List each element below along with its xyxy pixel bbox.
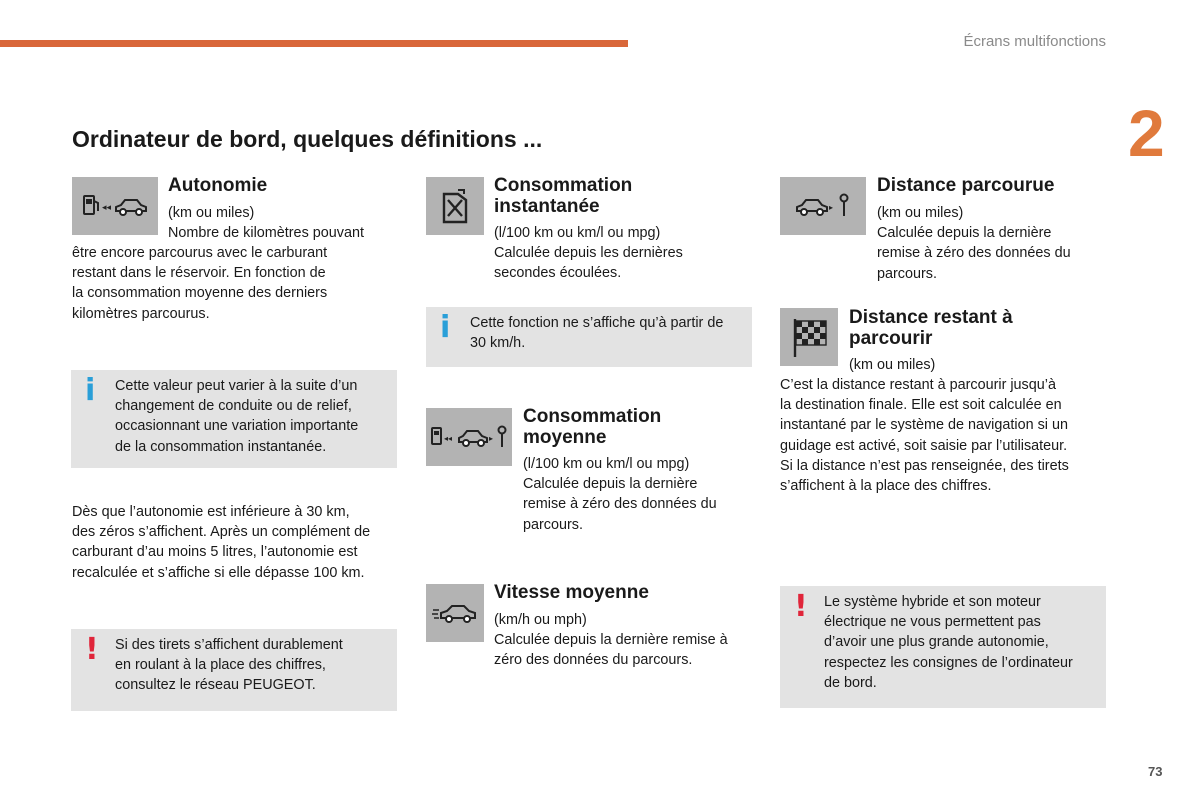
hybrid-warning-note <box>780 586 1106 708</box>
page-title: Ordinateur de bord, quelques définitions ... <box>72 126 543 152</box>
car-flag-icon <box>780 177 866 235</box>
body-line: Calculée depuis la dernière remise à <box>494 632 728 649</box>
warning-line: Le système hybride et son moteur <box>824 594 1041 610</box>
para-line: des zéros s’affichent. Après un complément de <box>72 524 371 541</box>
body-line: Si la distance n’est pas renseignée, des tirets <box>780 457 1069 474</box>
para-line: recalculée et s’affiche si elle dépasse 100 km. <box>72 564 365 581</box>
body-line: remise à zéro des données du <box>523 496 717 513</box>
autonomie-body-line: être encore parcourus avec le carburant <box>72 245 328 261</box>
warning-icon: ! <box>85 632 99 667</box>
body-line: zéro des données du parcours. <box>494 652 693 669</box>
title-line: Distance restant à <box>849 307 1013 328</box>
autonomie-info-note <box>71 370 397 468</box>
autonomie-para <box>72 502 402 583</box>
body-line: instantané par le système de navigation si un <box>780 417 1068 434</box>
title-line: moyenne <box>523 427 607 448</box>
body-line: (l/100 km ou km/l ou mpg) <box>494 225 661 241</box>
page-number: 73 <box>1148 764 1163 779</box>
conso-inst-info-note <box>426 307 752 367</box>
body-line: Calculée depuis la dernière <box>877 225 1052 242</box>
vitesse-title: Vitesse moyenne <box>494 582 649 603</box>
svg-text:◂◂: ◂◂ <box>102 203 112 213</box>
body-line: parcours. <box>523 516 583 533</box>
conso-moy-title <box>523 406 661 448</box>
body-line: (km ou miles) <box>877 205 964 221</box>
info-icon: i <box>85 373 96 408</box>
vitesse-body <box>494 610 728 671</box>
conso-inst-body <box>494 223 683 284</box>
body-line: secondes écoulées. <box>494 265 622 282</box>
body-line: C’est la distance restant à parcourir jusqu’à <box>780 377 1056 393</box>
body-line: s’affichent à la place des chiffres. <box>780 478 992 495</box>
distance-rest-title <box>849 307 1013 349</box>
distance-rest-unit: (km ou miles) <box>849 357 936 373</box>
autonomie-body <box>72 243 392 324</box>
title-line: parcourir <box>849 328 933 349</box>
title-line: Consommation <box>494 175 633 196</box>
warning-line: d’avoir une plus grande autonomie, <box>824 634 1049 651</box>
warning-line: en roulant à la place des chiffres, <box>115 657 326 674</box>
svg-text:▸: ▸ <box>829 203 834 212</box>
body-line: la destination finale. Elle est soit calculée en <box>780 397 1062 414</box>
note-line: Cette valeur peut varier à la suite d’un <box>115 378 358 394</box>
section-title: Écrans multifonctions <box>963 33 1106 50</box>
body-line: (l/100 km ou km/l ou mpg) <box>523 456 690 472</box>
header-accent-bar <box>0 40 628 47</box>
warning-line: Si des tirets s’affichent durablement <box>115 637 343 653</box>
conso-inst-title <box>494 175 632 217</box>
autonomie-title: Autonomie <box>168 175 268 196</box>
title-line: Consommation <box>523 406 662 427</box>
svg-text:▸: ▸ <box>489 434 494 443</box>
distance-parc-title: Distance parcourue <box>877 175 1055 196</box>
para-line: Dès que l’autonomie est inférieure à 30 km, <box>72 504 350 520</box>
hybrid-warning-text <box>824 592 1073 693</box>
autonomie-warning-note <box>71 629 397 711</box>
conso-moy-body <box>523 454 717 535</box>
autonomie-body-line: la consommation moyenne des derniers <box>72 285 328 302</box>
para-line: carburant d’au moins 5 litres, l’autonomie est <box>72 544 358 561</box>
autonomie-body-line: kilomètres parcourus. <box>72 305 210 322</box>
body-line: parcours. <box>877 265 937 282</box>
info-icon: i <box>440 310 451 345</box>
checkered-flag-icon <box>780 308 838 366</box>
body-line: (km/h ou mph) <box>494 612 587 628</box>
warning-line: de bord. <box>824 674 877 691</box>
fuel-car-flag-icon <box>426 408 512 466</box>
body-line: remise à zéro des données du <box>877 245 1071 262</box>
autonomie-body-line: restant dans le réservoir. En fonction de <box>72 265 326 282</box>
note-line: changement de conduite ou de relief, <box>115 398 352 415</box>
warning-line: consultez le réseau PEUGEOT. <box>115 677 316 694</box>
warning-line: respectez les consignes de l’ordinateur <box>824 654 1073 671</box>
note-line: occasionnant une variation importante <box>115 418 359 435</box>
autonomie-unit: (km ou miles) <box>168 205 255 221</box>
note-line: Cette fonction ne s’affiche qu’à partir de <box>470 315 724 331</box>
title-line: instantanée <box>494 196 600 217</box>
warning-line: électrique ne vous permettent pas <box>824 614 1041 631</box>
autonomie-line1: Nombre de kilomètres pouvant <box>168 225 364 241</box>
fuel-car-icon <box>72 177 158 235</box>
autonomie-note-text <box>115 376 358 457</box>
autonomie-warning-text <box>115 635 343 696</box>
conso-inst-note-text <box>470 313 723 353</box>
chapter-number: 2 <box>1128 96 1165 170</box>
note-line: 30 km/h. <box>470 335 526 352</box>
distance-rest-body <box>780 375 1110 496</box>
note-line: de la consommation instantanée. <box>115 438 327 455</box>
distance-parc-body <box>877 203 1071 284</box>
body-line: Calculée depuis la dernière <box>523 476 698 493</box>
svg-text:◂◂: ◂◂ <box>444 434 453 443</box>
body-line: Calculée depuis les dernières <box>494 245 683 262</box>
jerrycan-icon <box>426 177 484 235</box>
warning-icon: ! <box>794 589 808 624</box>
speed-car-icon <box>426 584 484 642</box>
body-line: guidage est activé, soit saisie par l’utilisateur. <box>780 437 1068 454</box>
